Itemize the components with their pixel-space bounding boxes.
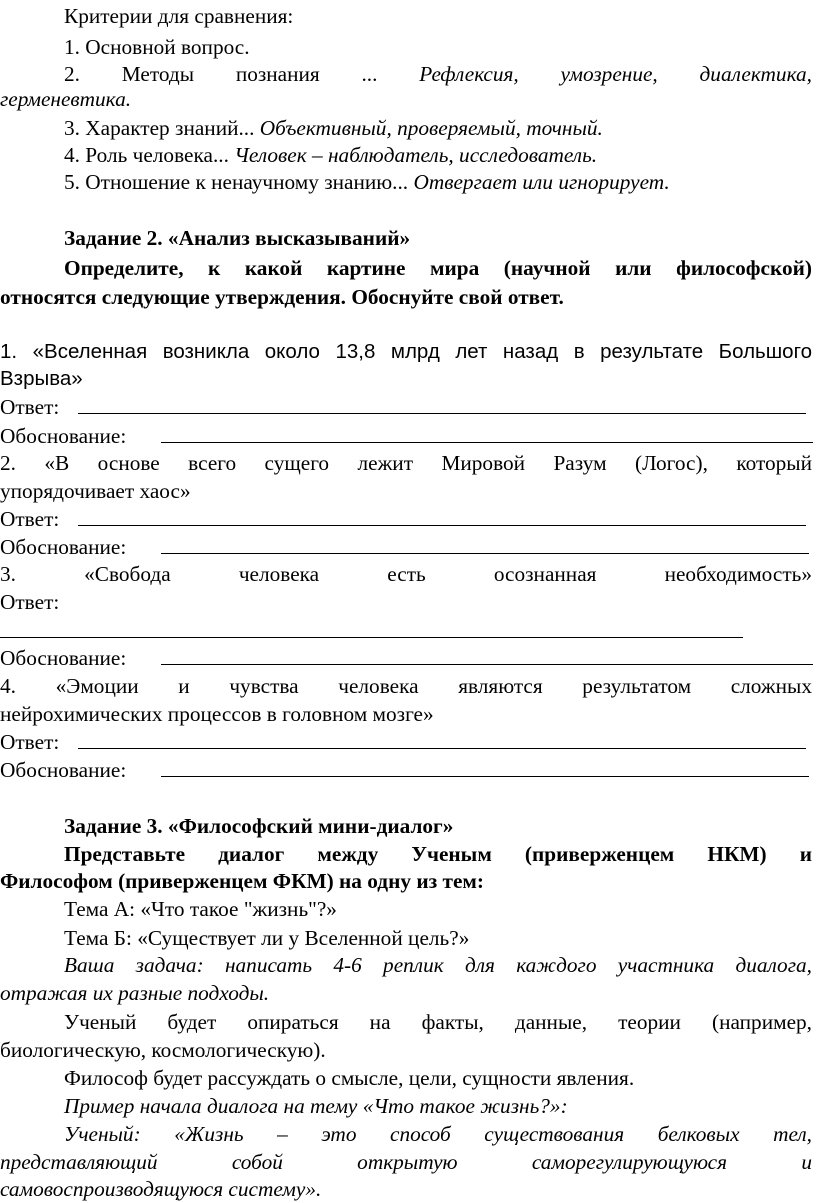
criteria-item-4-answer: Человек – наблюдатель, исследователь. <box>234 143 598 167</box>
criteria-heading: Критерии для сравнения: <box>64 4 294 28</box>
statement-4-answer-line[interactable] <box>78 748 806 749</box>
statement-1-answer-line[interactable] <box>78 413 806 414</box>
criteria-item-1: 1. Основной вопрос. <box>64 35 250 59</box>
statement-3-justification-line[interactable] <box>161 664 813 665</box>
statement-1-justification-line[interactable] <box>161 442 813 443</box>
task3-instruction-line1: Представьте диалог между Ученым (приверженцем НКМ) и <box>64 842 812 866</box>
statement-2-answer-label: Ответ: <box>0 507 60 531</box>
task2-instruction-line2: относятся следующие утверждения. Обоснуйте свой ответ. <box>0 285 564 309</box>
statement-4-answer-label: Ответ: <box>0 730 60 754</box>
criteria-item-2 <box>0 60 812 88</box>
statement-2-cont: упорядочивает хаос» <box>0 479 191 503</box>
criteria-item-3 <box>0 114 812 142</box>
statement-1-answer-label: Ответ: <box>0 395 60 419</box>
task2-instruction-line1: Определите, к какой картине мира (научной или философской) <box>64 256 812 280</box>
task3-task-line2: отражая их разные подходы. <box>0 981 270 1005</box>
criteria-item-5-answer: Отвергает или игнорирует. <box>413 170 670 194</box>
task3-task-line1: Ваша задача: написать 4-6 реплик для каждого участника диалога, <box>64 953 812 977</box>
statement-2-justification-label: Обоснование: <box>0 535 127 559</box>
task3-example-line: Пример начала диалога на тему «Что такое жизнь?»: <box>64 1094 568 1118</box>
task3-quote-line1: Ученый: «Жизнь – это способ существования белковых тел, <box>64 1122 812 1146</box>
statement-4: 4. «Эмоции и чувства человека являются результатом сложных <box>0 674 812 698</box>
task3-scientist-line2: биологическую, космологическую). <box>0 1038 326 1062</box>
criteria-item-2-answer: Рефлексия, умозрение, диалектика, <box>419 62 812 86</box>
criteria-item-3-answer: Объективный, проверяемый, точный. <box>259 116 603 140</box>
statement-1-cont: Взрыва» <box>0 367 83 390</box>
criteria-item-5-label: 5. Отношение к ненаучному знанию... <box>64 170 409 194</box>
task3-instruction-line2: Философом (приверженцем ФКМ) на одну из тем: <box>0 869 484 893</box>
statement-2-justification-line[interactable] <box>161 553 809 554</box>
statement-3-answer-label: Ответ: <box>0 590 60 614</box>
statement-3-answer-line[interactable] <box>0 637 743 638</box>
statement-4-justification-line[interactable] <box>161 776 809 777</box>
statement-3-justification-label: Обоснование: <box>0 646 127 670</box>
statement-3: 3. «Свобода человека есть осознанная необходимость» <box>0 562 812 586</box>
statement-1: 1. «Вселенная возникла около 13,8 млрд лет назад в результате Большого <box>0 340 812 363</box>
task3-philosopher-line: Философ будет рассуждать о смысле, цели, сущности явления. <box>64 1066 635 1090</box>
task3-quote-line2: представляющий собой открытую саморегулирующуюся и <box>0 1150 812 1174</box>
statement-2: 2. «В основе всего сущего лежит Мировой Разум (Логос), который <box>0 451 812 475</box>
statement-4-justification-label: Обоснование: <box>0 758 127 782</box>
task3-topic-a: Тема А: «Что такое "жизнь"?» <box>64 897 337 921</box>
statement-4-cont: нейрохимических процессов в головном мозге» <box>0 702 434 726</box>
statement-1-justification-label: Обоснование: <box>0 424 127 448</box>
criteria-item-4-label: 4. Роль человека... <box>64 143 229 167</box>
task3-quote-line3: самовоспроизводящуюся систему». <box>0 1177 322 1201</box>
statement-2-answer-line[interactable] <box>78 525 806 526</box>
criteria-item-5 <box>0 168 812 196</box>
task3-scientist-line1: Ученый будет опираться на факты, данные, теории (например, <box>64 1010 812 1034</box>
task3-title: Задание 3. «Философский мини-диалог» <box>64 814 454 838</box>
criteria-item-4 <box>0 141 812 169</box>
criteria-item-3-label: 3. Характер знаний... <box>64 116 255 140</box>
task2-title: Задание 2. «Анализ высказываний» <box>64 226 411 250</box>
criteria-item-2-label: 2. Методы познания ... <box>64 62 378 86</box>
task3-topic-b: Тема Б: «Существует ли у Вселенной цель?» <box>64 926 470 950</box>
criteria-item-2-answer-cont: герменевтика. <box>0 87 132 111</box>
